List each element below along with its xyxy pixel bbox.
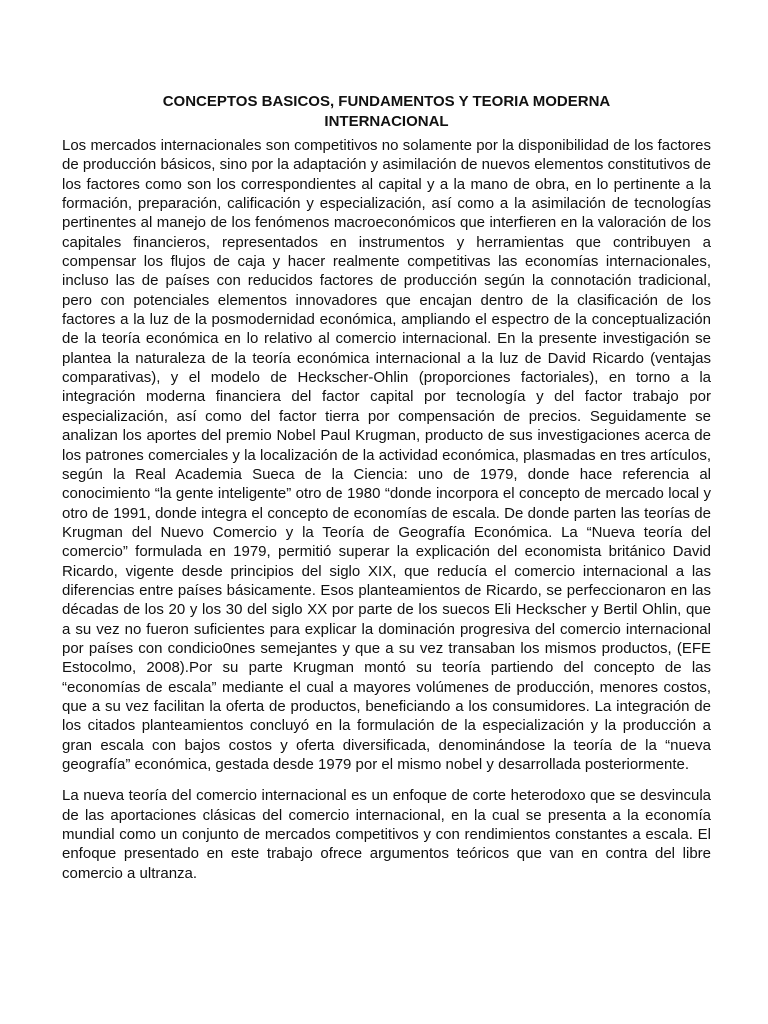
document-page — [62, 92, 711, 883]
body-paragraph-1: Los mercados internacionales son competitivos no solamente por la disponibilidad de los factores de producción básicos, sino por la adaptación y asimilación de nuevos elementos constitutivos de los factores como son los correspondientes al capital y a la mano de obra, en lo pertinente a la formación, preparación, calificación y especialización, así como a la asimilación de tecnologías pertinentes al manejo de los fenómenos macroeconómicos que interfieren en la valoración de los capitales financieros, representados en instrumentos y herramientas que contribuyen a compensar los flujos de caja y hacer realmente competitivas las economías internacionales, incluso las de países con reducidos factores de producción según la connotación tradicional, pero con potenciales elementos innovadores que encajan dentro de la clasificación de los factores a la luz de la posmodernidad económica, ampliando el espectro de la conceptualización de la teoría económica en lo relativo al comercio internacional. En la presente investigación se plantea la naturaleza de la teoría económica internacional a la luz de David Ricardo (ventajas comparativas), y el modelo de Heckscher-Ohlin (proporciones factoriales), en torno a la integración moderna financiera del factor capital por tecnología y del factor trabajo por especialización, así como del factor tierra por compensación de precios. Seguidamente se analizan los aportes del premio Nobel Paul Krugman, producto de sus investigaciones acerca de los patrones comerciales y la localización de la actividad económica, plasmadas en tres artículos, según la Real Academia Sueca de la Ciencia: uno de 1979, donde hace referencia al conocimiento “la gente inteligente” otro de 1980 “donde incorpora el concepto de mercado local y otro de 1991, donde integra el concepto de economías de escala. De donde parten las teorías de Krugman del Nuevo Comercio y la Teoría de Geografía Económica. La “Nueva teoría del comercio” formulada en 1979, permitió superar la explicación del economista británico David Ricardo, vigente desde principios del siglo XIX, que reducía el comercio internacional a las diferencias entre países básicamente. Esos planteamientos de Ricardo, se perfeccionaron en las décadas de los 20 y los 30 del siglo XX por parte de los suecos Eli Heckscher y Bertil Ohlin, que a su vez no fueron suficientes para explicar la dominación progresiva del comercio internacional por países con condicio0nes semejantes y que a su vez transaban los mismos productos, (EFE Estocolmo, 2008).Por su parte Krugman montó su teoría partiendo del concepto de las “economías de escala” mediante el cual a mayores volúmenes de producción, menores costos, que a su vez facilitan la oferta de productos, beneficiando a los consumidores. La integración de los citados planteamientos concluyó en la formulación de la especialización y la producción a gran escala con bajos costos y oferta diversificada, denominándose la teoría de la “nueva geografía” económica, gestada desde 1979 por el mismo nobel y desarrollada posteriormente. — [62, 137, 711, 773]
document-title: CONCEPTOS BASICOS, FUNDAMENTOS Y TEORIA MODERNA INTERNACIONAL — [162, 93, 611, 130]
body-paragraph-2: La nueva teoría del comercio internacional es un enfoque de corte heterodoxo que se desvincula de las aportaciones clásicas del comercio internacional, en la cual se presenta a la economía mundial como un conjunto de mercados competitivos y con rendimientos constantes a escala. El enfoque presentado en este trabajo ofrece argumentos teóricos que van en contra del libre comercio a ultranza. — [62, 787, 711, 882]
